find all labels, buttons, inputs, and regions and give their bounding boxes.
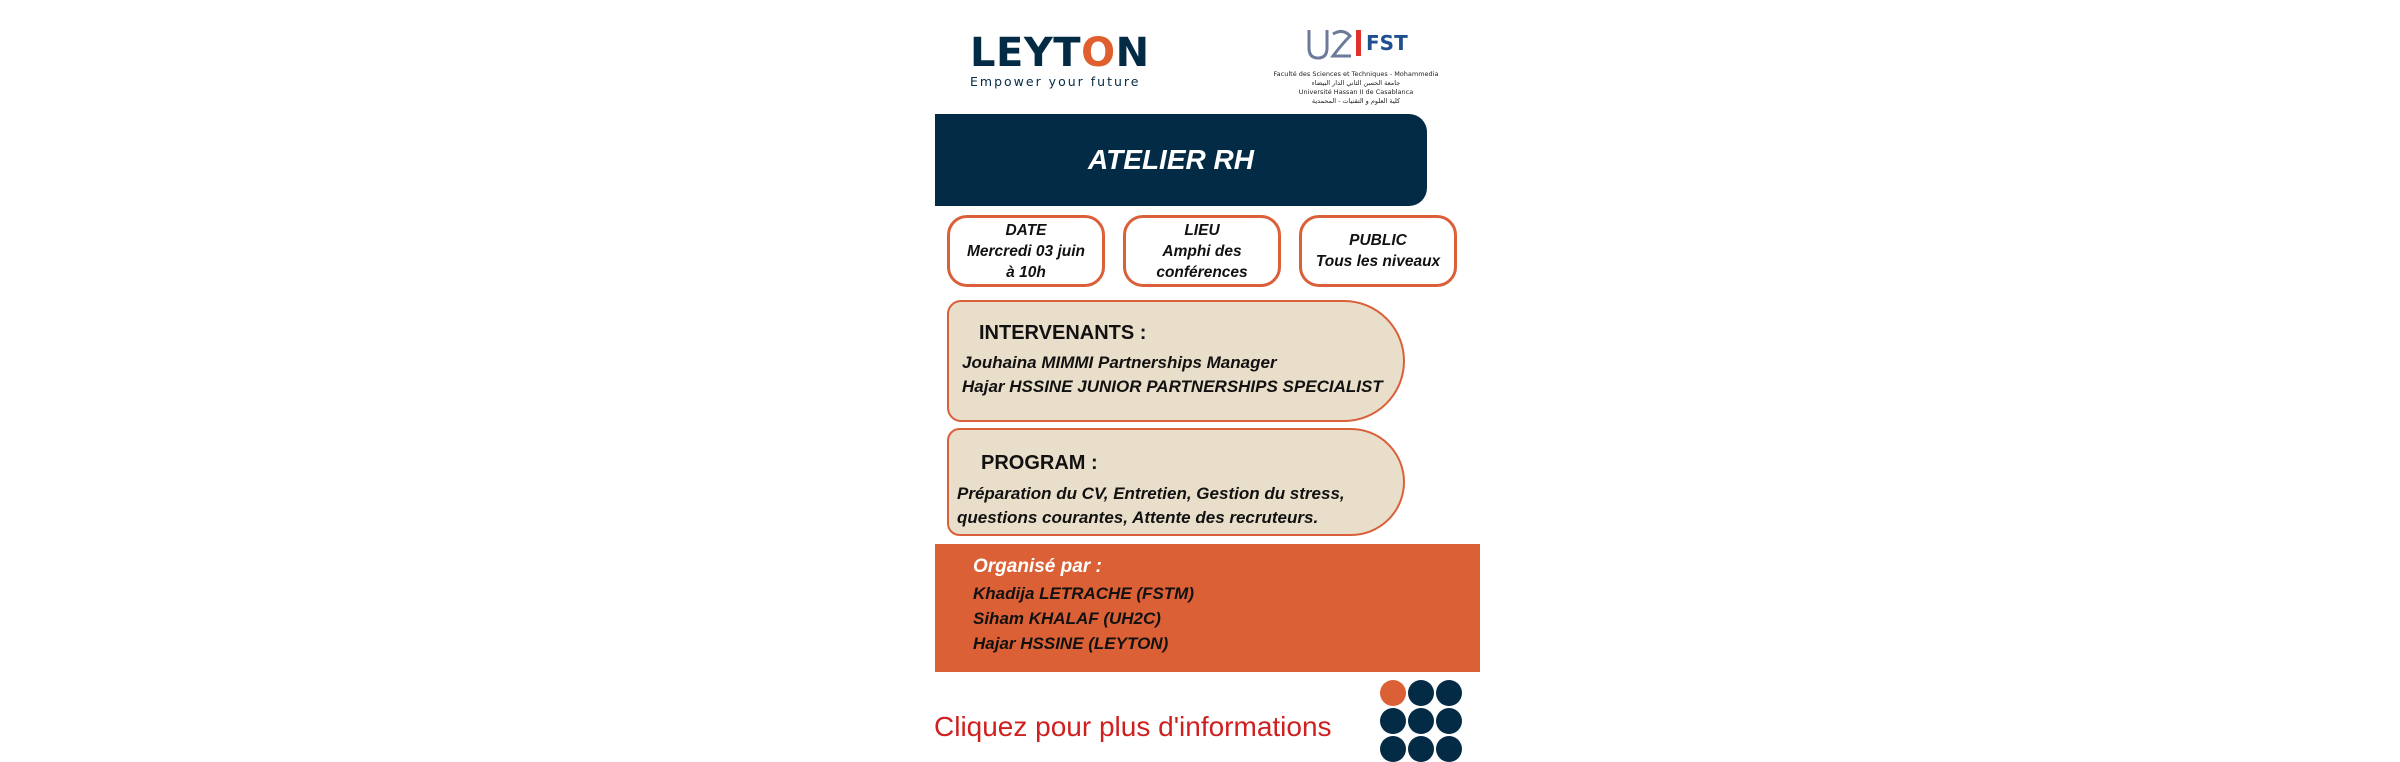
program-line: Préparation du CV, Entretien, Gestion du stress, bbox=[957, 484, 1345, 503]
fst-line: كلية العلوم و التقنيات - المحمدية bbox=[1311, 97, 1401, 105]
organizer-name: Siham KHALAF (UH2C) bbox=[973, 609, 1161, 628]
program-line: questions courantes, Attente des recruteurs. bbox=[957, 508, 1319, 527]
fst-line: جامعة الحسن الثاني الدار البيضاء bbox=[1311, 79, 1401, 87]
fst-line: Université Hassan II de Casablanca bbox=[1298, 88, 1414, 96]
organizer-name: Hajar HSSINE (LEYTON) bbox=[973, 634, 1169, 653]
date-label: DATE bbox=[1005, 221, 1047, 239]
audience-value: Tous les niveaux bbox=[1315, 253, 1441, 270]
leyton-tagline: Empower your future bbox=[970, 74, 1141, 89]
program-box bbox=[947, 428, 1405, 536]
dot bbox=[1408, 708, 1434, 734]
location-label: LIEU bbox=[1184, 221, 1220, 239]
leyton-wordmark: LEYTON bbox=[970, 30, 1150, 76]
event-title: ATELIER RH bbox=[1088, 144, 1254, 175]
program-heading: PROGRAM : bbox=[981, 452, 1098, 474]
uh2c-fst-mark bbox=[1306, 26, 1416, 62]
organizer-name: Khadija LETRACHE (FSTM) bbox=[973, 584, 1194, 603]
fst-label: FST bbox=[1366, 31, 1408, 55]
dot bbox=[1408, 736, 1434, 762]
speaker-line: Jouhaina MIMMI Partnerships Manager bbox=[962, 353, 1277, 372]
fst-divider bbox=[1356, 30, 1361, 56]
title-banner bbox=[935, 114, 1427, 206]
organizers-heading: Organisé par : bbox=[973, 556, 1102, 577]
speakers-box bbox=[947, 300, 1405, 422]
uh2c-emblem-icon bbox=[1306, 28, 1354, 62]
speaker-line: Hajar HSSINE JUNIOR PARTNERSHIPS SPECIALIST bbox=[962, 377, 1383, 396]
location-line: Amphi des bbox=[1162, 242, 1242, 260]
dot bbox=[1380, 736, 1406, 762]
dot bbox=[1436, 680, 1462, 706]
dot bbox=[1408, 680, 1434, 706]
audience-pill bbox=[1299, 215, 1457, 287]
leyton-logo bbox=[970, 32, 1150, 88]
dot bbox=[1380, 680, 1406, 706]
dot bbox=[1436, 708, 1462, 734]
date-pill bbox=[947, 215, 1105, 287]
dot bbox=[1380, 708, 1406, 734]
more-info-link[interactable]: Cliquez pour plus d'informations bbox=[934, 711, 1332, 742]
date-line: Mercredi 03 juin bbox=[966, 242, 1085, 260]
location-line: conférences bbox=[1156, 263, 1248, 281]
fst-logo bbox=[1266, 26, 1446, 108]
speakers-heading: INTERVENANTS : bbox=[979, 322, 1147, 344]
decorative-dots-icon bbox=[1380, 680, 1462, 762]
date-time: à 10h bbox=[1006, 263, 1046, 281]
fst-line: Faculté des Sciences et Techniques - Mohammedia bbox=[1273, 70, 1439, 78]
audience-label: PUBLIC bbox=[1349, 232, 1407, 249]
organizers-band bbox=[935, 544, 1480, 672]
location-pill bbox=[1123, 215, 1281, 287]
dot bbox=[1436, 736, 1462, 762]
